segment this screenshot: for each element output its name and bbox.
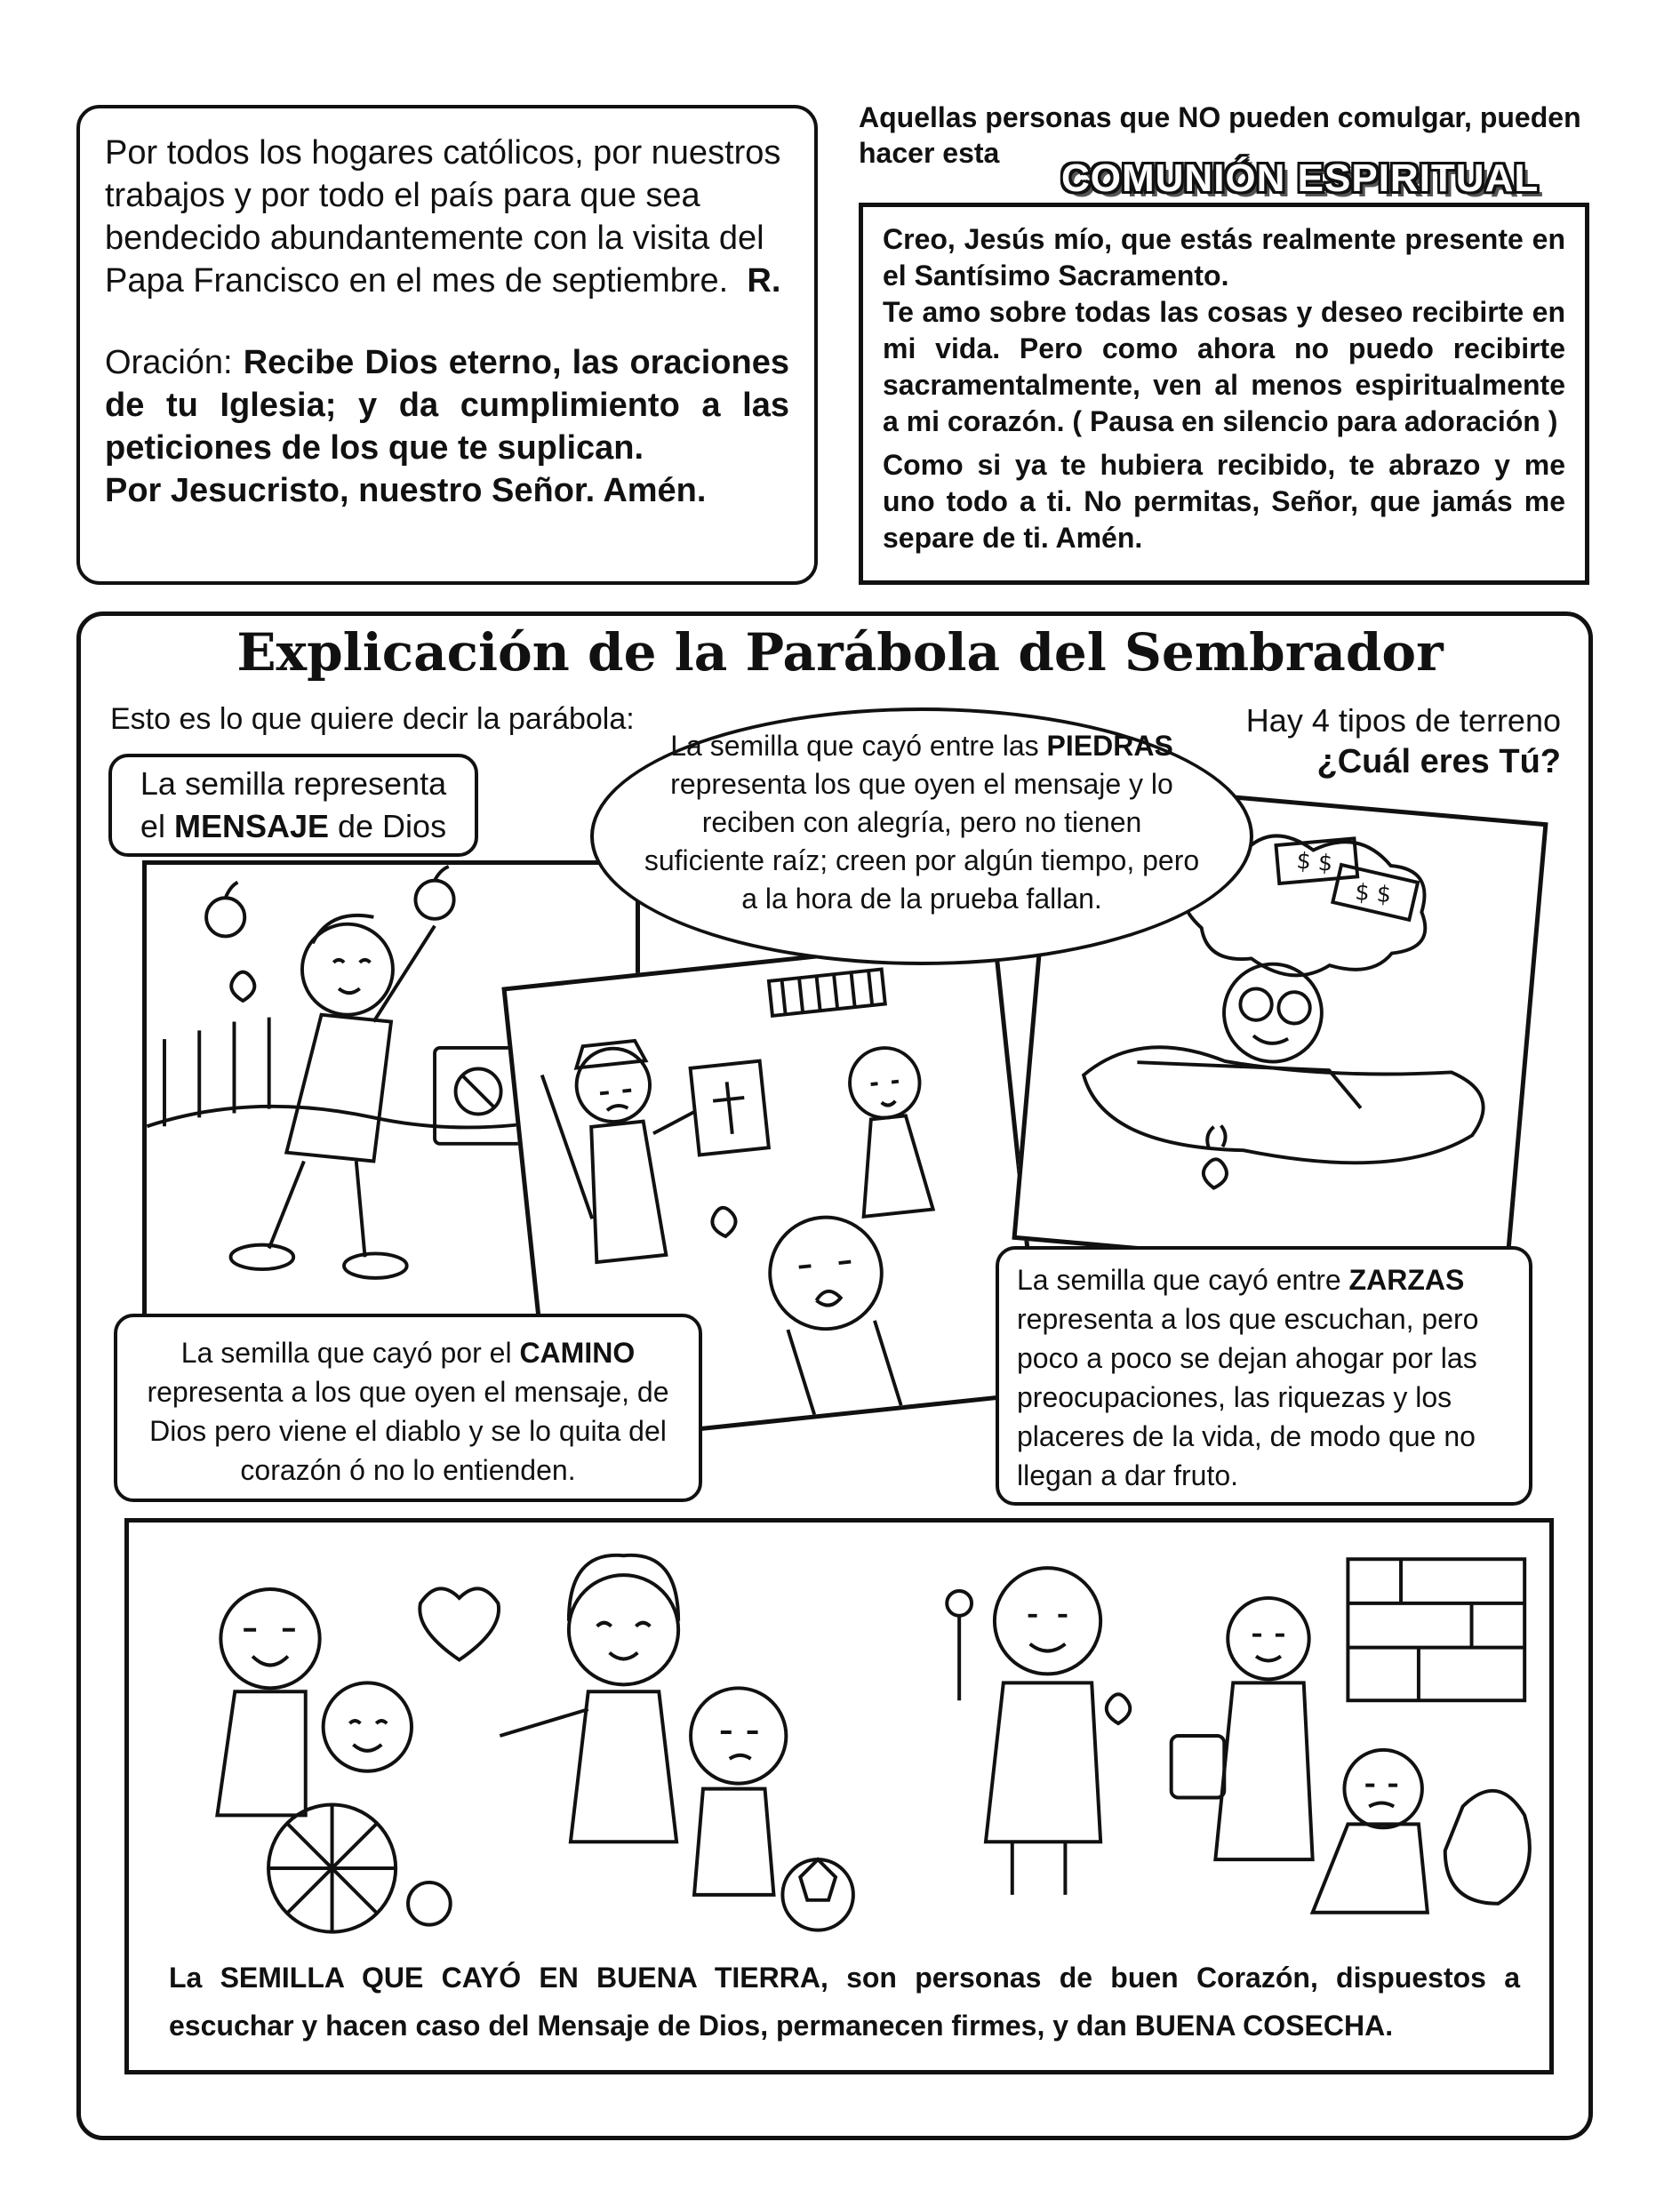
path-callout: La semilla que cayó por el CAMINO representa a los que oyen el mensaje, de Dios pero viene el diablo y se lo quita del corazón ó no lo entienden. xyxy=(114,1314,702,1502)
path-keyword: CAMINO xyxy=(519,1337,636,1369)
petition-response: R. xyxy=(747,262,781,300)
closing-prayer xyxy=(105,341,789,469)
seed-keyword: MENSAJE xyxy=(173,808,329,844)
seed-line-2: el MENSAJE de Dios xyxy=(140,808,447,844)
prayer-closing: Por Jesucristo, nuestro Señor. Amén. xyxy=(105,472,707,509)
terrain-question: ¿Cuál eres Tú? xyxy=(1316,743,1561,780)
communion-paragraph-3: Como si ya te hubiera recibido, te abrazo y me uno todo a ti. No permitas, Señor, que jamás me separe de ti. Amén. xyxy=(883,449,1565,554)
seed-meaning-callout xyxy=(108,754,478,857)
parable-intro: Esto es lo que quiere decir la parábola: xyxy=(110,702,635,736)
seed-line-1: La semilla representa xyxy=(140,765,447,802)
svg-text:$ $: $ $ xyxy=(1354,878,1393,909)
good-soil-children-illustration xyxy=(129,1523,1549,1940)
svg-text:$ $: $ $ xyxy=(1295,847,1334,877)
thorns-keyword: ZARZAS xyxy=(1348,1264,1465,1296)
prayer-label: Oración: xyxy=(105,344,233,381)
communion-title: COMUNIÓN ESPIRITUAL xyxy=(1061,156,1540,200)
petition-text: Por todos los hogares católicos, por nuestros trabajos y por todo el país para que sea bendecido abundantemente con la visita del Papa Francisco en el mes de septiembre. R. xyxy=(105,134,781,300)
parable-title: Explicación de la Parábola del Sembrador xyxy=(236,622,1444,683)
communion-paragraph-2: Te amo sobre todas las cosas y deseo recibirte en mi vida. Pero como ahora no puedo recibirte sacramentalmente, ven al menos espiritualmente a mi corazón. ( Pausa en silencio para adoración ) xyxy=(883,296,1565,437)
good-soil-text: La SEMILLA QUE CAYÓ EN BUENA TIERRA, son personas de buen Corazón, dispuestos a escuchar y hacen caso del Mensaje de Dios, permanecen firmes, y dan BUENA COSECHA. xyxy=(169,1962,1520,2042)
stones-keyword: PIEDRAS xyxy=(1046,730,1173,762)
thorns-callout: La semilla que cayó entre ZARZAS representa a los que escuchan, pero poco a poco se dejan ahogar por las preocupaciones, las riquezas y los placeres de la vida, de modo que no llegan a dar fruto. xyxy=(996,1246,1532,1506)
communion-intro: Aquellas personas que NO pueden comulgar, pueden hacer esta xyxy=(859,101,1581,169)
communion-paragraph-1: Creo, Jesús mío, que estás realmente presente en el Santísimo Sacramento. xyxy=(883,223,1565,292)
stones-callout: La semilla que cayó entre las PIEDRAS representa los que oyen el mensaje y lo reciben con alegría, pero no tienen suficiente raíz; creen por algún tiempo, pero a la hora de la prueba fallan. xyxy=(590,707,1253,965)
prayer-text: Recibe Dios eterno, las oraciones de tu Iglesia; y da cumplimiento a las peticiones de los que te suplican. xyxy=(105,344,789,467)
communion-prayer-box xyxy=(859,203,1589,585)
terrain-count: Hay 4 tipos de terreno xyxy=(1245,702,1561,739)
petition-box xyxy=(76,105,818,585)
